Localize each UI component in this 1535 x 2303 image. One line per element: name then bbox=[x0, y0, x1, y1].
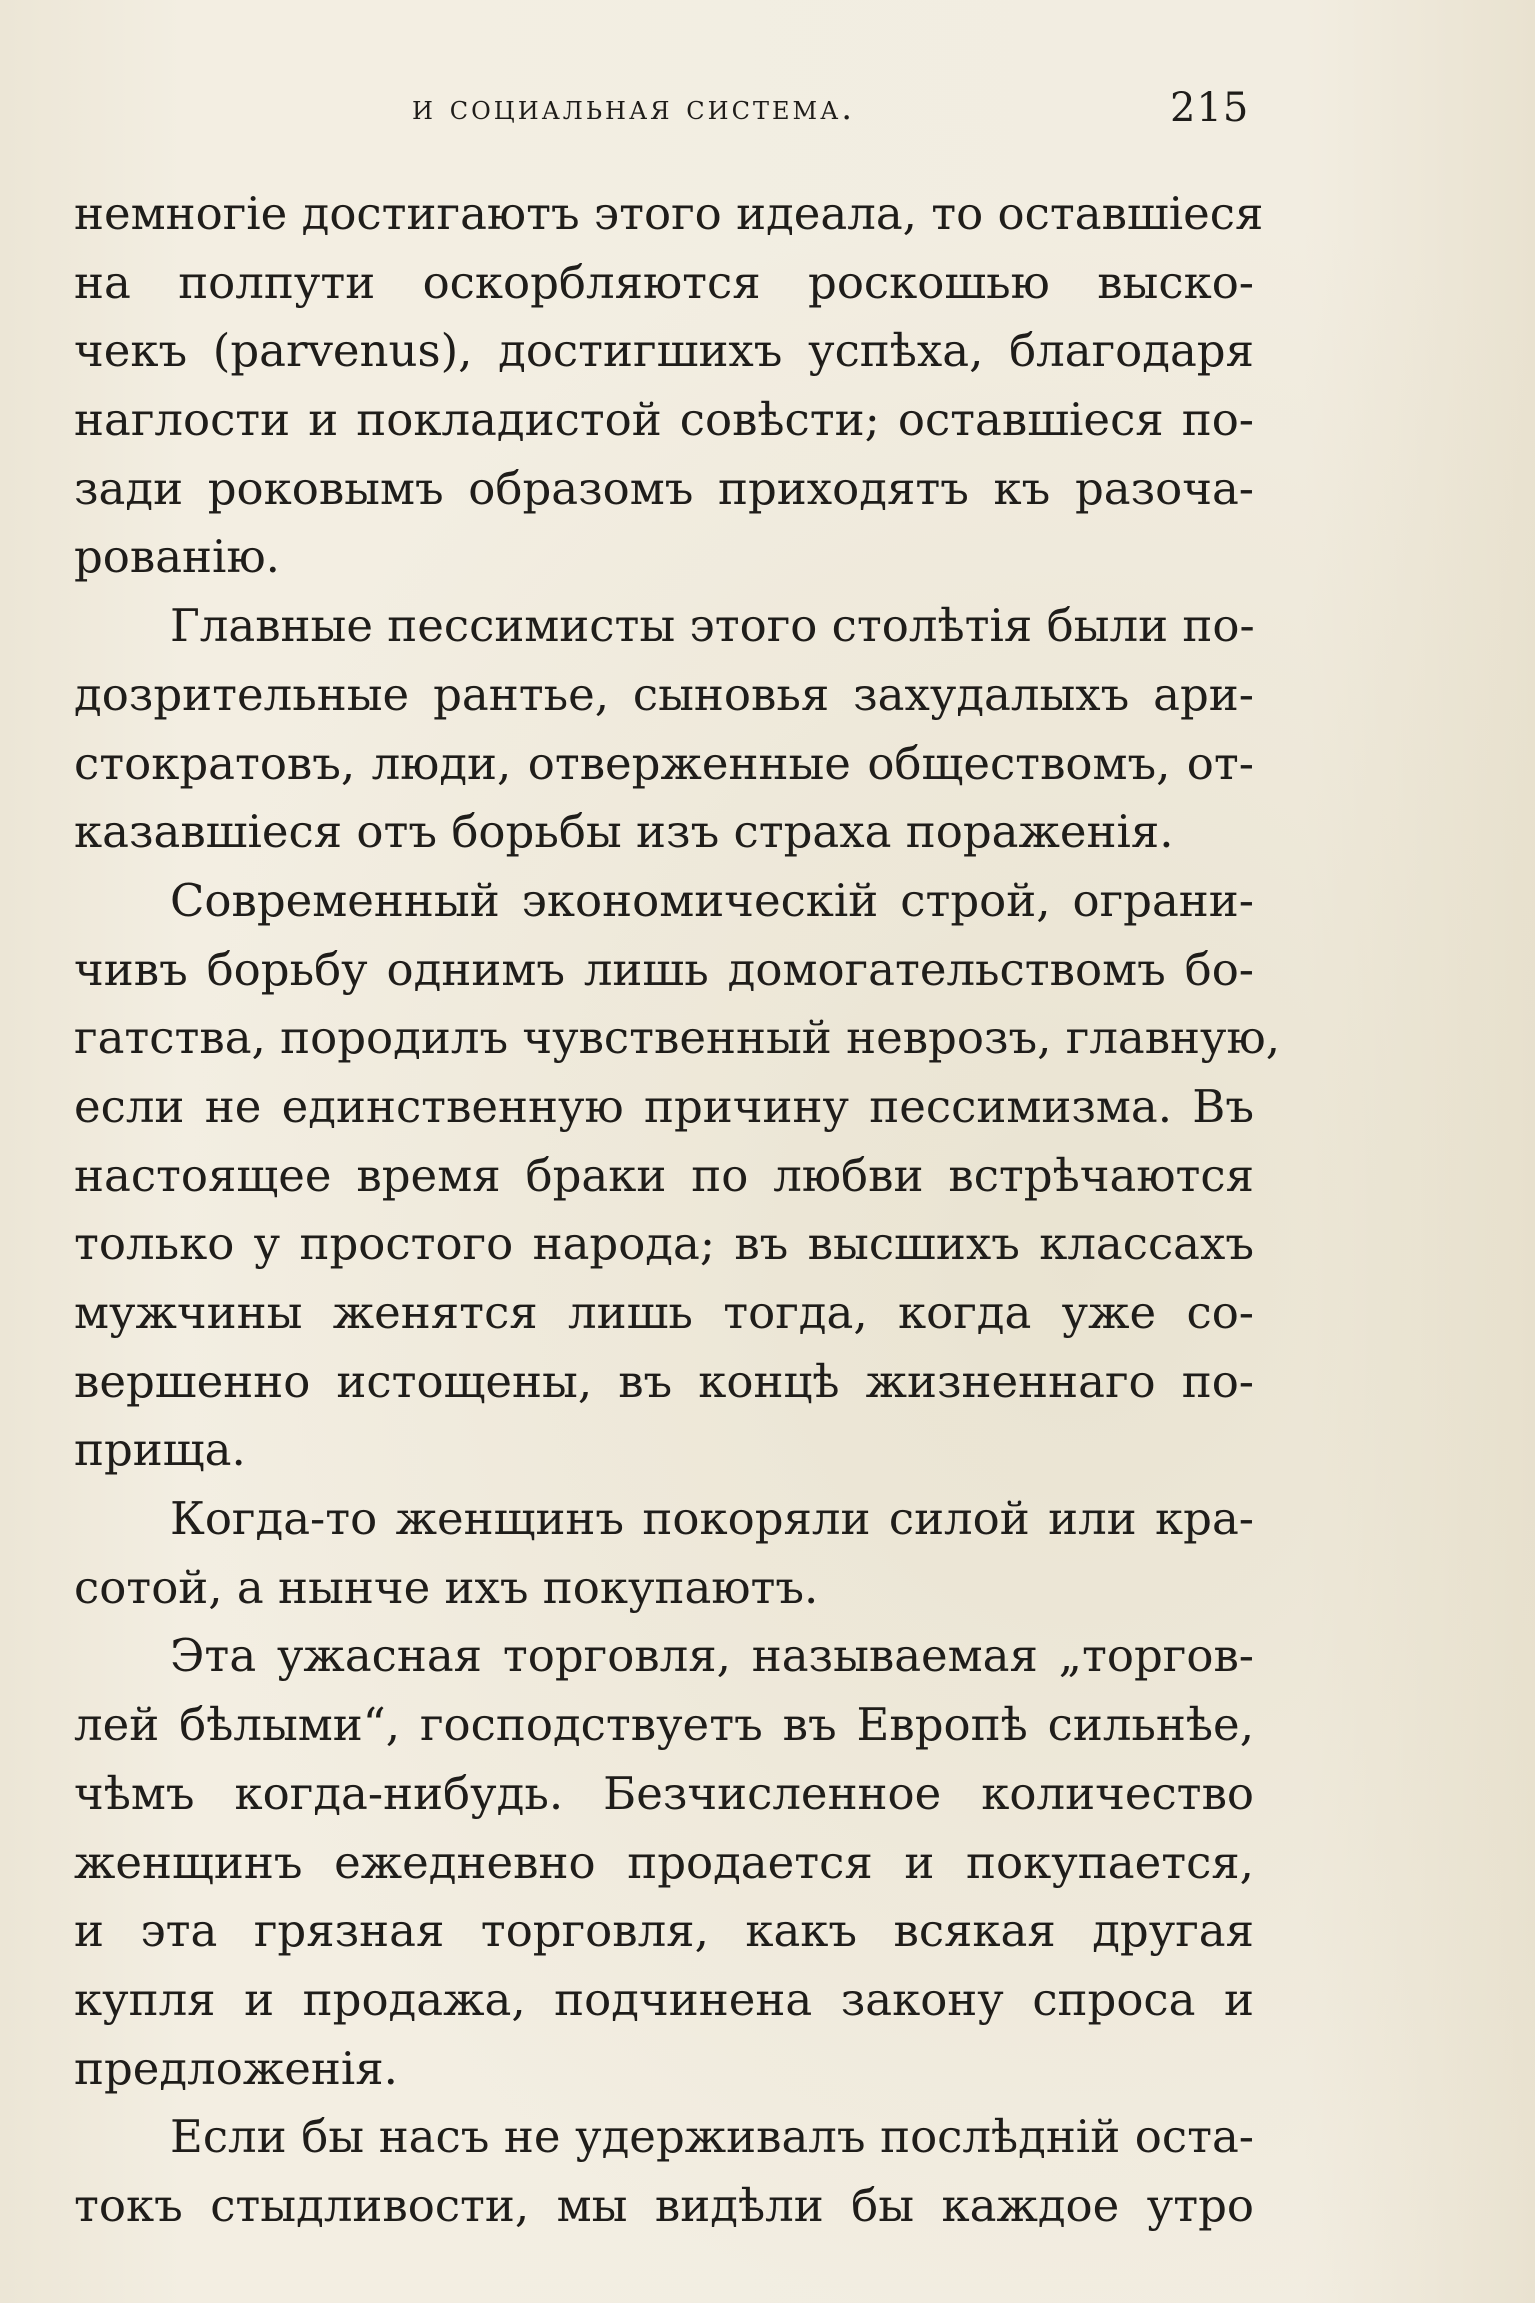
text-line: вершенно истощены, въ концѣ жизненнаго по- bbox=[74, 1354, 1254, 1408]
text-line: предложенія. bbox=[74, 2041, 398, 2095]
text-line: Главные пессимисты этого столѣтія были по- bbox=[170, 599, 1255, 653]
text-line: гатства, породилъ чувственный неврозъ, главную, bbox=[74, 1011, 1281, 1065]
text-line: наглости и покладистой совѣсти; оставшіеся по- bbox=[74, 393, 1254, 447]
text-line: рованію. bbox=[74, 530, 280, 584]
running-head bbox=[0, 78, 1535, 138]
text-line: токъ стыдливости, мы видѣли бы каждое утро bbox=[74, 2178, 1254, 2232]
text-line: и эта грязная торговля, какъ всякая другая bbox=[74, 1904, 1254, 1958]
body-text bbox=[74, 180, 1281, 2241]
text-line: только у простого народа; въ высшихъ классахъ bbox=[74, 1217, 1254, 1271]
text-line: стократовъ, люди, отверженные обществомъ, от- bbox=[74, 736, 1254, 790]
running-title: и социальная система. bbox=[412, 88, 856, 128]
text-line: на полпути оскорбляются роскошью выско- bbox=[74, 255, 1254, 309]
text-line: прища. bbox=[74, 1423, 246, 1477]
text-line: женщинъ ежедневно продается и покупается, bbox=[74, 1835, 1254, 1889]
text-line: купля и продажа, подчинена закону спроса и bbox=[74, 1972, 1254, 2026]
text-line: Когда-то женщинъ покоряли силой или кра- bbox=[170, 1492, 1254, 1546]
text-line: казавшіеся отъ борьбы изъ страха пораженія. bbox=[74, 805, 1174, 859]
text-line: чѣмъ когда-нибудь. Безчисленное количество bbox=[74, 1766, 1254, 1820]
text-line: Если бы насъ не удерживалъ послѣдній оста- bbox=[170, 2110, 1254, 2164]
text-line: сотой, а нынче ихъ покупаютъ. bbox=[74, 1560, 819, 1614]
text-line: немногіе достигаютъ этого идеала, то оставшіеся bbox=[74, 187, 1264, 240]
text-line: зади роковымъ образомъ приходятъ къ разоча- bbox=[74, 461, 1254, 515]
text-line: мужчины женятся лишь тогда, когда уже со- bbox=[74, 1286, 1254, 1339]
text-line: если не единственную причину пессимизма. Въ bbox=[74, 1079, 1254, 1133]
text-line: Эта ужасная торговля, называемая „торгов- bbox=[170, 1629, 1254, 1683]
text-line: чивъ борьбу однимъ лишь домогательствомъ бо- bbox=[74, 942, 1254, 996]
text-line: дозрительные рантье, сыновья захудалыхъ ари- bbox=[74, 667, 1254, 721]
text-line: чекъ (parvenus), достигшихъ успѣха, благодаря bbox=[74, 324, 1254, 378]
text-line: лей бѣлыми“, господствуетъ въ Европѣ сильнѣе, bbox=[74, 1698, 1254, 1752]
text-line: настоящее время браки по любви встрѣчаются bbox=[74, 1148, 1254, 1202]
page-number: 215 bbox=[1170, 85, 1250, 131]
text-line: Современный экономическій строй, ограни- bbox=[170, 873, 1254, 927]
